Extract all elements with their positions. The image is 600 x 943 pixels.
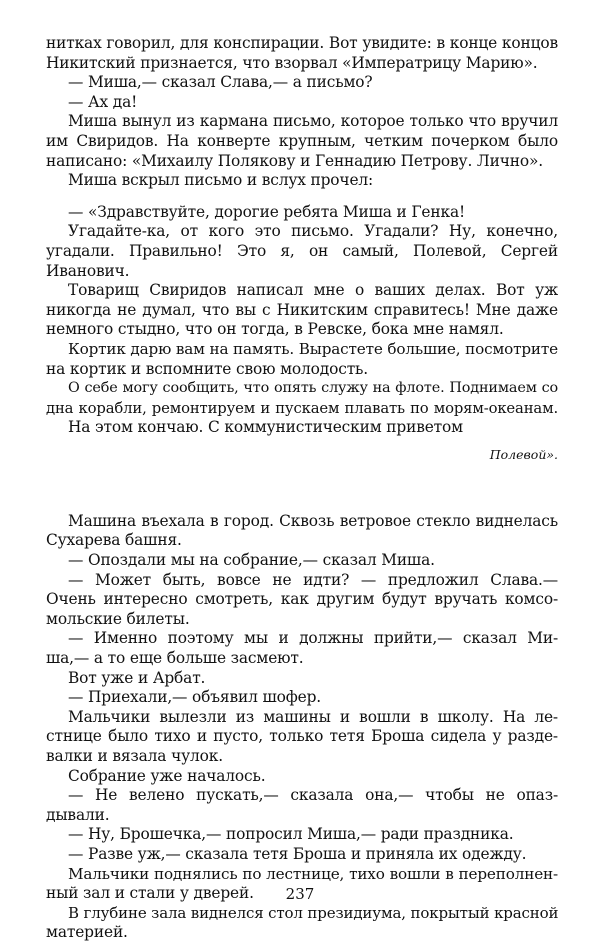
text-line: На этом кончаю. С коммунистическим приветом [68, 418, 463, 437]
text-line: — Не велено пускать,— сказала она,— чтобы не опаз- [68, 786, 558, 805]
text-line: стнице было тихо и пусто, только тетя Броша сидела у разде- [46, 727, 558, 746]
text-line: написано: «Михаилу Полякову и Геннадию Петрову. Лично». [46, 151, 543, 170]
text-line: Миша вынул из кармана письмо, которое только что вручил [68, 112, 558, 131]
text-line: дна корабли, ремонтируем и пускаем плавать по морям-океанам. [46, 399, 558, 417]
text-line: немного стыдно, что он тогда, в Ревске, бока мне намял. [46, 320, 504, 339]
text-line: — Разве уж,— сказала тетя Броша и приняла их одежду. [68, 844, 527, 863]
text-line: материей. [46, 923, 128, 942]
text-line: дывали. [46, 805, 110, 824]
text-line: Угадайте-ка, от кого это письмо. Угадали? Ну, конечно, [68, 222, 558, 241]
text-line: Мальчики поднялись по лестнице, тихо вошли в переполнен- [68, 864, 558, 883]
text-line: Собрание уже началось. [68, 766, 266, 785]
text-line: Мальчики вылезли из машины и вошли в школу. На ле- [68, 707, 558, 726]
text-line: — Миша,— сказал Слава,— а письмо? [68, 73, 373, 92]
text-line: ный зал и стали у дверей. [46, 884, 254, 903]
text-line: Никитский признается, что взорвал «Императрицу Марию». [46, 53, 538, 72]
book-page [46, 34, 558, 943]
text-line: валки и вязала чулок. [46, 747, 223, 765]
letter-signature: Полевой». [489, 446, 558, 462]
text-line: им Свиридов. На конверте крупным, четким почерком было [46, 131, 558, 150]
text-line: Кортик дарю вам на память. Вырастете большие, посмотрите [68, 339, 558, 358]
text-line: — Именно поэтому мы и должны прийти,— сказал Ми- [68, 629, 558, 648]
text-line: ша,— а то еще больше засмеют. [46, 649, 304, 668]
text-line: — Ах да! [68, 92, 138, 111]
text-line: В глубине зала виднелся стол президиума, покрытый красной [68, 903, 558, 922]
text-line: Машина въехала в город. Сквозь ветровое стекло виднелась [68, 511, 558, 530]
text-line: — Опоздали мы на собрание,— сказал Миша. [68, 551, 435, 570]
text-line: Иванович. [46, 261, 130, 280]
text-line: Вот уже и Арбат. [68, 668, 206, 687]
text-line: нитках говорил, для конспирации. Вот увидите: в конце концов [46, 34, 558, 52]
text-line: никогда не думал, что вы с Никитским справитесь! Мне даже [46, 300, 558, 319]
text-line: Товарищ Свиридов написал мне о ваших делах. Вот уж [68, 281, 558, 300]
text-line: О себе могу сообщить, что опять служу на флоте. Поднимаем со [68, 380, 558, 397]
text-line: мольские билеты. [46, 609, 190, 628]
page-number: 237 [285, 885, 315, 903]
text-line: — Приехали,— объявил шофер. [68, 688, 322, 707]
text-line: — Может быть, вовсе не идти? — предложил Слава.— [68, 570, 558, 589]
text-line: на кортик и вспомните свою молодость. [46, 359, 369, 378]
text-line: — Ну, Брошечка,— попросил Миша,— ради праздника. [68, 825, 514, 844]
paragraph-gap [46, 191, 558, 203]
text-line: Очень интересно смотреть, как другим будут вручать комсо- [46, 590, 558, 609]
text-line: — «Здравствуйте, дорогие ребята Миша и Генка! [68, 202, 466, 221]
text-line: Сухарева башня. [46, 531, 182, 550]
text-line: угадали. Правильно! Это я, он самый, Полевой, Сергей [46, 241, 558, 260]
section-gap [46, 464, 558, 512]
text-line: Миша вскрыл письмо и вслух прочел: [68, 171, 374, 190]
